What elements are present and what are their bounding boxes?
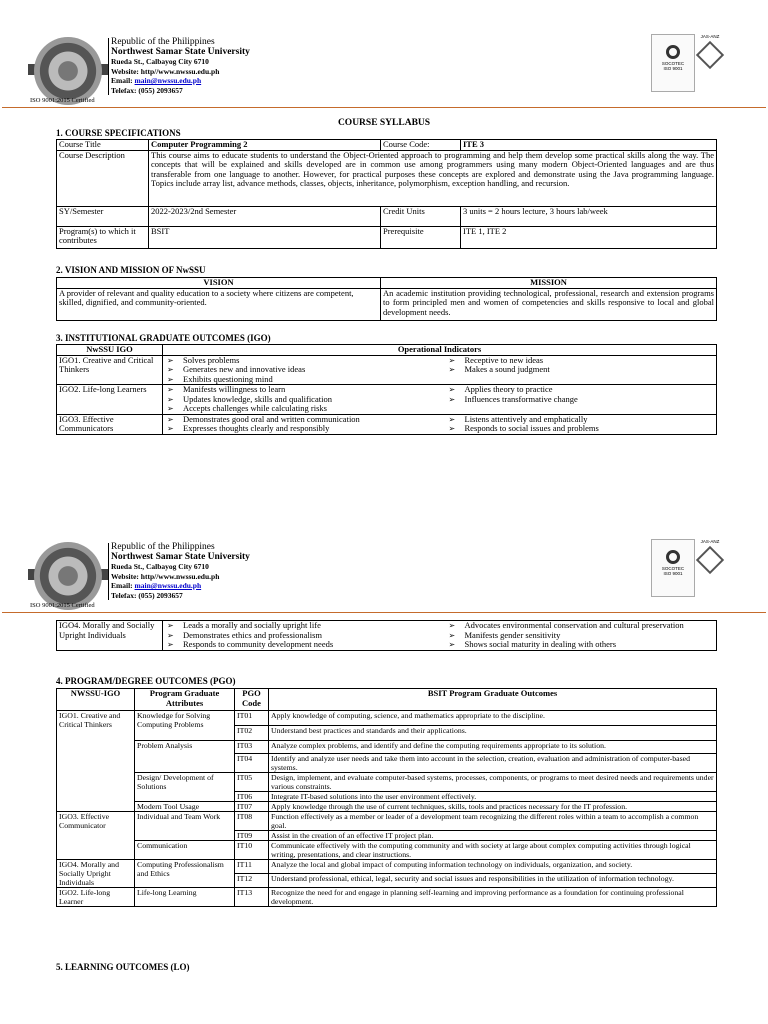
table-row: IGO2. Life-long Learners ➢ Manifests willingness to learn ➢ Updates knowledge, skills and qualification ➢ Accepts challenges while calculating risks ➢ Applies theory to practice ➢ Influences transformative change	[57, 385, 717, 415]
section-4-heading: 4. PROGRAM/DEGREE OUTCOMES (PGO)	[56, 676, 236, 686]
table-row: Problem Analysis IT03 Analyze complex problems, and identify and define the computing requirements appropriate to its solution.	[57, 741, 717, 754]
section-2-heading: 2. VISION AND MISSION OF NwSSU	[56, 265, 206, 275]
email-link[interactable]: main@nwssu.edu.ph	[134, 581, 202, 590]
section-3-heading: 3. INSTITUTIONAL GRADUATE OUTCOMES (IGO)	[56, 333, 271, 343]
table-row: IT02 Understand best practices and standards and their applications.	[57, 726, 717, 741]
page-header	[0, 34, 768, 114]
jas-anz-badge: JAS-ANZ	[694, 34, 726, 82]
course-description: This course aims to educate students to understand the Object-Oriented approach to programming and help them develop some practical skills along the way. The concepts that will be explained and skills developed are in common use among programmers using many modern Object-Oriented languages and are thus transferable from one language to another. However, for practical purposes these concepts are explored and demonstrate using the Java programming language. Topics include array list, advance methods, classes, objects, inheritance, polymorphism, exception handling, and recursion.	[149, 150, 717, 206]
socotec-cert-badge: SOCOTEC ISO 9001	[651, 539, 695, 597]
table-row: Communication IT10 Communicate effectively with the computing community and with society at large about complex computing activities through logical writing, presentations, and clear instructions.	[57, 841, 717, 860]
table-row: IGO2. Life-long Learner Life-long Learning IT13 Recognize the need for and engage in planning self-learning and improving performance as a foundation for continuing professional development.	[57, 888, 717, 907]
university-seal-icon	[34, 37, 102, 105]
table-row: IGO1. Creative and Critical Thinkers ➢ Solves problems ➢ Generates new and innovative ideas ➢ Exhibits questioning mind ➢ Receptive to new ideas ➢ Makes a sound judgment	[57, 355, 717, 385]
vision-mission-table: VISION MISSION A provider of relevant and quality education to a society where citizens are competent, skilled, dignified, and community-oriented. An academic institution providing technological, professional, research and extension programs to form principled men and women of competencies and skills responsive to local and global development needs.	[56, 277, 717, 321]
jas-anz-logo-icon	[696, 41, 724, 69]
university-info: Republic of the Philippines Northwest Samar State University Rueda St., Calbayog City 6710 Website: http//www.nwssu.edu.ph Email: main@nwssu.edu.ph Telefax: (055) 2093657	[108, 38, 250, 95]
header-divider	[2, 107, 766, 108]
table-row: IGO3. Effective Communicators ➢ Demonstrates good oral and written communication ➢ Expresses thoughts clearly and responsibly ➢ Listens attentively and emphatically ➢ Responds to social issues and problems	[57, 414, 717, 434]
jas-anz-logo-icon	[696, 546, 724, 574]
syllabus-title: COURSE SYLLABUS	[337, 118, 431, 128]
email-link[interactable]: main@nwssu.edu.ph	[134, 76, 202, 85]
igo-table-continued	[56, 620, 717, 651]
socotec-logo-icon	[666, 45, 680, 59]
table-row: IGO4. Morally and Socially Upright Individuals ➢ Leads a morally and socially upright life ➢ Demonstrates ethics and professionalism ➢ Responds to community development needs ➢ Advocates environmental conservation and cultural preservation ➢ Manifests gender sensitivity ➢ Shows social maturity in dealing with others	[57, 621, 717, 651]
iso-label: ISO 9001:2015 Certified	[30, 97, 95, 104]
section-5-heading: 5. LEARNING OUTCOMES (LO)	[56, 962, 190, 972]
table-row: IGO1. Creative and Critical Thinkers Knowledge for Solving Computing Problems IT01 Apply knowledge of computing, science, and mathematics appropriate to the discipline.	[57, 711, 717, 726]
table-row: Design/ Development of Solutions IT05 Design, implement, and evaluate computer-based systems, processes, components, or programs to meet desired needs and requirements under various constraints.	[57, 773, 717, 792]
jas-anz-badge: JAS-ANZ	[694, 539, 726, 587]
table-row: IT09 Assist in the creation of an effective IT project plan.	[57, 831, 717, 841]
section-1-heading: 1. COURSE SPECIFICATIONS	[56, 128, 181, 138]
igo-table: NwSSU IGO Operational Indicators IGO1. Creative and Critical Thinkers ➢ Solves problems ➢ Generates new and innovative ideas ➢ Exhibits questioning mind ➢ Receptive to new ideas ➢ Makes a sound judgment IGO2. Life-long Learners ➢ Manifests willingness to learn ➢ Updates knowledge, skills and qualification ➢ Accepts challenges while calculating risks ➢ Applies theory to practice ➢ Influences transformative change IGO3. Effective Communicators ➢ Demonstrates good oral and written communication ➢ Expresses thoughts clearly and responsibly ➢ Listens attentively and emphatically ➢ Responds to social issues and problems	[56, 344, 717, 435]
table-row: Modern Tool Usage IT07 Apply knowledge through the use of current techniques, skills, tools and practices necessary for the IT profession.	[57, 802, 717, 812]
university-info: Republic of the Philippines Northwest Samar State University Rueda St., Calbayog City 6710 Website: http//www.nwssu.edu.ph Email: main@nwssu.edu.ph Telefax: (055) 2093657	[108, 543, 250, 600]
course-specifications-table: Course Title Computer Programming 2 Course Code: ITE 3 Course Description This course aims to educate students to understand the Object-Oriented approach to programming and help them develop some practical skills along the way. The concepts that will be explained and skills developed are in common use among programmers using many modern Object-Oriented languages and are thus transferable from one language to another. However, for practical purposes these concepts are explored and demonstrate using the Java programming language. Topics include array list, advance methods, classes, objects, inheritance, polymorphism, exception handling, and recursion. SY/Semester 2022-2023/2nd Semester Credit Units 3 units = 2 hours lecture, 3 hours lab/week Program(s) to which it contributes BSIT Prerequisite ITE 1, ITE 2	[56, 139, 717, 249]
table-row: IGO4. Morally and Socially Upright Individuals Computing Professionalism and Ethics IT11 Analyze the local and global impact of computing information technology on individuals, organization, and society.	[57, 860, 717, 874]
table-row: IGO3. Effective Communicator Individual and Team Work IT08 Function effectively as a member or leader of a development team recognizing the different roles within a team to accomplish a common goal.	[57, 812, 717, 831]
socotec-cert-badge: SOCOTEC ISO 9001	[651, 34, 695, 92]
table-row: IT06 Integrate IT-based solutions into the user environment effectively.	[57, 792, 717, 802]
pgo-table: NWSSU-IGO Program Graduate Attributes PGO Code BSIT Program Graduate Outcomes IGO1. Creative and Critical Thinkers Knowledge for Solving Computing Problems IT01 Apply knowledge of computing, science, and mathematics appropriate to the discipline. IT02 Understand best practices and standards and their applications. Problem Analysis IT03 Analyze complex problems, and identify and define the computing requirements appropriate to its solution. IT04 Identify and analyze user needs and take them into account in the selection, creation, evaluation and administration of computer-based systems. Design/ Development of Solutions IT05 Design, implement, and evaluate computer-based systems, processes, components, or programs to meet desired needs and requirements under various constraints. IT06 Integrate IT-based solutions into the user environment effectively. Modern Tool Usage IT07 Apply knowledge through the use of current techniques, skills, tools and practices necessary for the IT profession. IGO3. Effective Communicator Individual and Team Work IT08 Function effectively as a member or leader of a development team recognizing the different roles within a team to accomplish a common goal. IT09 Assist in the creation of an effective IT project plan. Communication IT10 Communicate effectively with the computing community and with society at large about complex computing activities through logical writing, presentations, and clear instructions. IGO4. Morally and Socially Upright Individuals Computing Professionalism and Ethics IT11 Analyze the local and global impact of computing information technology on individuals, organization, and society. IT12 Understand professional, ethical, legal, security and social issues and responsibilities in the utilization of information technology. IGO2. Life-long Learner Life-long Learning IT13 Recognize the need for and engage in planning self-learning and improving performance as a foundation for continuing professional development.	[56, 688, 717, 907]
table-row: IT04 Identify and analyze user needs and take them into account in the selection, creation, evaluation and administration of computer-based systems.	[57, 754, 717, 773]
iso-label: ISO 9001:2015 Certified	[30, 602, 95, 609]
page-2-header	[0, 539, 768, 619]
table-row: IT12 Understand professional, ethical, legal, security and social issues and responsibilities in the utilization of information technology.	[57, 874, 717, 888]
university-seal-icon	[34, 542, 102, 610]
socotec-logo-icon	[666, 550, 680, 564]
header-divider	[2, 612, 766, 613]
